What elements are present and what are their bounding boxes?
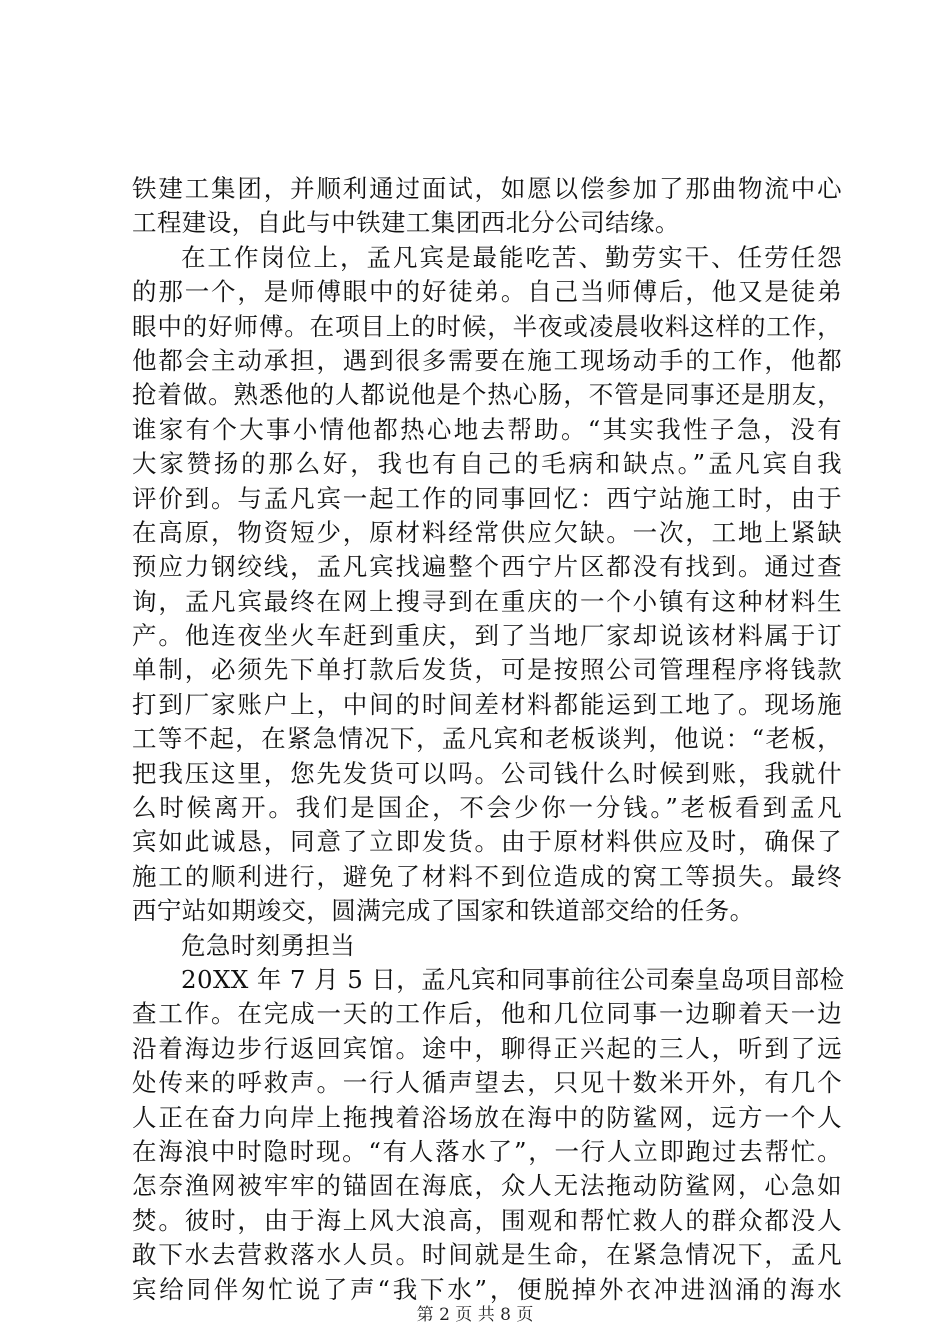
text-line: 预应力钢绞线，孟凡宾找遍整个西宁片区都没有找到。通过查 (132, 552, 842, 582)
text-line: 大家赞扬的那么好，我也有自己的毛病和缺点。”孟凡宾自我 (132, 449, 842, 479)
page-footer: 第 2 页 共 8 页 (416, 1305, 534, 1325)
text-line: 产。他连夜坐火车赶到重庆，到了当地厂家却说该材料属于订 (132, 621, 842, 651)
body-text (132, 172, 845, 1307)
text-line: 单制，必须先下单打款后发货，可是按照公司管理程序将钱款 (132, 655, 842, 685)
text-line: 宾给同伴匆忙说了声“我下水”，便脱掉外衣冲进汹涌的海水 (132, 1274, 842, 1304)
text-line: 在工作岗位上，孟凡宾是最能吃苦、勤劳实干、任劳任怨 (181, 242, 842, 272)
text-line: 宾如此诚恳，同意了立即发货。由于原材料供应及时，确保了 (132, 827, 842, 857)
text-line: 工程建设，自此与中铁建工集团西北分公司结缘。 (132, 208, 680, 238)
text-line: 把我压这里，您先发货可以吗。公司钱什么时候到账，我就什 (132, 758, 842, 788)
text-line: 他都会主动承担，遇到很多需要在施工现场动手的工作，他都 (132, 345, 842, 375)
text-line: 20XX 年 7 月 5 日，孟凡宾和同事前往公司秦皇岛项目部检 (181, 964, 845, 994)
text-line: 施工的顺利进行，避免了材料不到位造成的窝工等损失。最终 (132, 861, 842, 891)
text-line: 工等不起，在紧急情况下，孟凡宾和老板谈判，他说：“老板， (132, 724, 842, 754)
text-line: 危急时刻勇担当 (181, 930, 356, 960)
text-line: 抢着做。熟悉他的人都说他是个热心肠，不管是同事还是朋友， (132, 380, 842, 410)
text-line: 铁建工集团，并顺利通过面试，如愿以偿参加了那曲物流中心 (132, 174, 842, 203)
text-line: 查工作。在完成一天的工作后，他和几位同事一边聊着天一边 (132, 999, 842, 1029)
text-line: 谁家有个大事小情他都热心地去帮助。“其实我性子急，没有 (132, 414, 842, 444)
text-line: 的那一个，是师傅眼中的好徒弟。自己当师傅后，他又是徒弟 (132, 277, 842, 307)
text-line: 么时候离开。我们是国企，不会少你一分钱。”老板看到孟凡 (132, 793, 842, 823)
text-line: 焚。彼时，由于海上风大浪高，围观和帮忙救人的群众都没人 (132, 1205, 842, 1235)
text-line: 询，孟凡宾最终在网上搜寻到在重庆的一个小镇有这种材料生 (132, 586, 842, 616)
text-line: 在高原，物资短少，原材料经常供应欠缺。一次，工地上紧缺 (132, 517, 842, 547)
text-line: 处传来的呼救声。一行人循声望去，只见十数米开外，有几个 (132, 1068, 842, 1098)
text-line: 怎奈渔网被牢牢的锚固在海底，众人无法拖动防鲨网，心急如 (132, 1171, 842, 1201)
text-line: 眼中的好师傅。在项目上的时候，半夜或凌晨收料这样的工作， (132, 311, 842, 341)
text-line: 敢下水去营救落水人员。时间就是生命，在紧急情况下，孟凡 (132, 1240, 842, 1270)
text-line: 人正在奋力向岸上拖拽着浴场放在海中的防鲨网，远方一个人 (132, 1102, 842, 1132)
text-line: 沿着海边步行返回宾馆。途中，聊得正兴起的三人，听到了远 (132, 1033, 842, 1063)
text-line: 打到厂家账户上，中间的时间差材料都能运到工地了。现场施 (132, 689, 842, 719)
text-line: 在海浪中时隐时现。“有人落水了”，一行人立即跑过去帮忙。 (132, 1136, 842, 1166)
text-line: 西宁站如期竣交，圆满完成了国家和铁道部交给的任务。 (132, 896, 755, 926)
text-line: 评价到。与孟凡宾一起工作的同事回忆：西宁站施工时，由于 (132, 483, 842, 513)
